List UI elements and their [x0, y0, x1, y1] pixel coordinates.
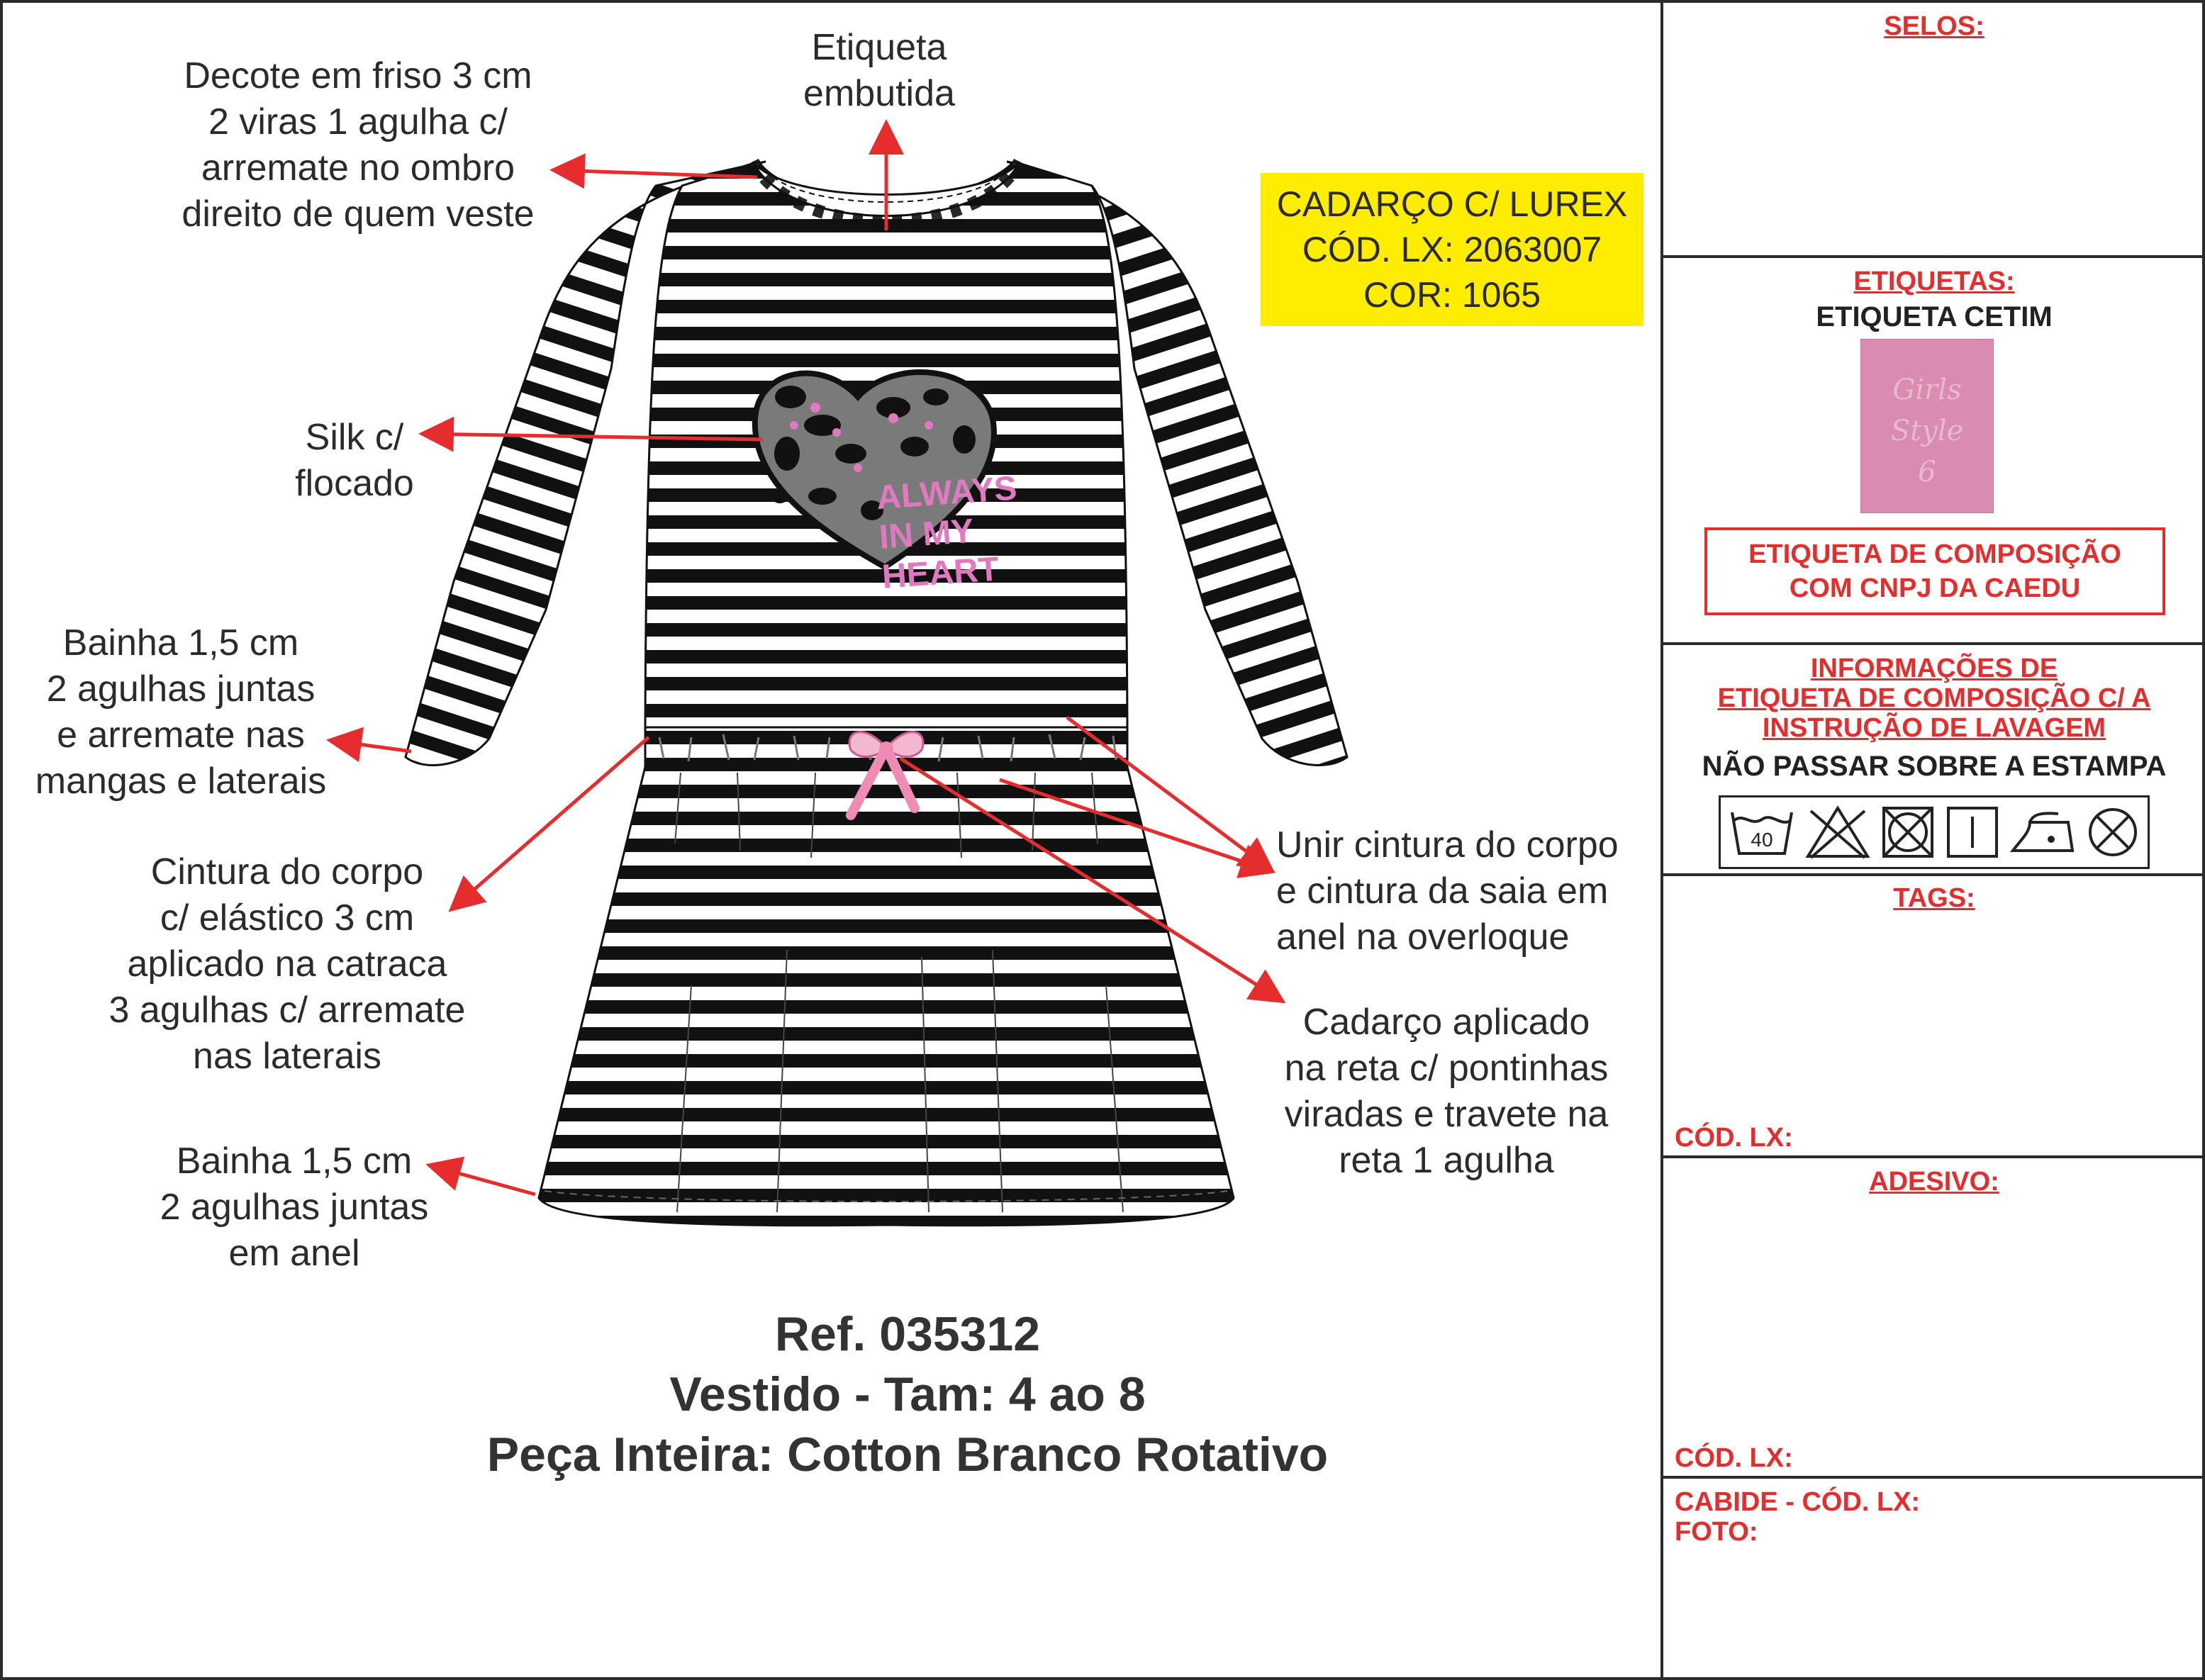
product-fabric: Peça Inteira: Cotton Branco Rotativo	[486, 1428, 1329, 1482]
note-line: 2 agulhas juntas	[46, 668, 316, 710]
panel-cabide	[1663, 1479, 2205, 1680]
panel-adesivo	[1663, 1158, 2205, 1479]
adesivo-title: ADESIVO:	[1869, 1167, 1999, 1197]
satin-label-line: 6	[1918, 456, 1936, 488]
adesivo-cod-lx: CÓD. LX:	[1675, 1443, 1793, 1473]
note-line: Unir cintura do corpo	[1276, 824, 1619, 866]
lurex-line: CÓD. LX: 2063007	[1302, 230, 1602, 269]
satin-label-line: Girls	[1892, 374, 1962, 406]
annotation-join-waist	[1276, 822, 1659, 961]
note-line: Silk c/	[305, 417, 404, 458]
note-line: arremate no ombro	[201, 147, 515, 189]
annotation-bottom-hem	[135, 1138, 454, 1277]
annotation-neckline	[149, 53, 567, 237]
note-line: Bainha 1,5 cm	[62, 622, 299, 663]
no-dry-clean-icon	[2084, 804, 2141, 861]
note-line: e arremate nas	[57, 715, 305, 756]
nao-passar-warning: NÃO PASSAR SOBRE A ESTAMPA	[1702, 751, 2167, 782]
satin-label-image	[1860, 339, 1994, 513]
annotation-label	[773, 25, 986, 117]
no-tumble-dry-icon	[1880, 804, 1936, 861]
composition-line: ETIQUETA DE COMPOSIÇÃO	[1748, 539, 2121, 569]
note-line: flocado	[295, 463, 414, 504]
skirt	[539, 767, 1234, 1226]
note-line: aplicado na catraca	[127, 943, 447, 985]
panel-selos	[1663, 0, 2205, 258]
etiquetas-title: ETIQUETAS:	[1853, 267, 2015, 296]
no-bleach-icon	[1804, 804, 1872, 861]
note-line: Cadarço aplicado	[1302, 1002, 1590, 1043]
note-line: e cintura da saia em	[1276, 870, 1609, 912]
care-info-title: INSTRUÇÃO DE LAVAGEM	[1762, 713, 2106, 743]
heart-text-line: ALWAYS	[875, 469, 1018, 517]
cabide-cod-lx: CABIDE - CÓD. LX:	[1675, 1487, 1921, 1517]
note-line: Cintura do corpo	[150, 851, 424, 892]
note-line: viradas e travete na	[1284, 1094, 1609, 1135]
note-line: mangas e laterais	[35, 761, 327, 802]
note-line: na reta c/ pontinhas	[1284, 1048, 1609, 1089]
foto-label: FOTO:	[1675, 1517, 1758, 1547]
note-line: em anel	[228, 1233, 360, 1274]
lurex-callout	[1261, 173, 1643, 326]
note-line: 3 agulhas c/ arremate	[108, 990, 466, 1031]
wash-40-icon	[1728, 804, 1796, 861]
annotation-sleeve-hem	[14, 620, 347, 805]
annotation-print	[269, 415, 440, 507]
note-line: nas laterais	[193, 1036, 381, 1077]
note-line: 2 agulhas juntas	[160, 1187, 429, 1228]
selos-title: SELOS:	[1884, 11, 1984, 41]
care-info-title: ETIQUETA DE COMPOSIÇÃO C/ A	[1717, 683, 2151, 713]
annotation-drawstring	[1255, 999, 1638, 1184]
note-line: anel na overloque	[1276, 917, 1570, 958]
note-line: reta 1 agulha	[1339, 1140, 1554, 1181]
iron-low-icon	[2009, 804, 2077, 861]
lurex-line: CADARÇO C/ LUREX	[1276, 184, 1628, 224]
heart-text-line: HEART	[881, 550, 1000, 596]
note-line: Etiqueta	[811, 27, 947, 68]
note-line: direito de quem veste	[182, 194, 535, 235]
wash-temp: 40	[1750, 829, 1773, 851]
composition-label-box	[1704, 527, 2165, 615]
satin-label-line: Style	[1890, 415, 1964, 447]
product-ref: Ref. 035312	[774, 1307, 1041, 1361]
tags-title: TAGS:	[1893, 883, 1975, 913]
note-line: Decote em friso 3 cm	[184, 55, 532, 96]
note-line: 2 viras 1 agulha c/	[208, 101, 508, 142]
product-name: Vestido - Tam: 4 ao 8	[669, 1367, 1146, 1421]
note-line: Bainha 1,5 cm	[176, 1141, 413, 1182]
panel-tags	[1663, 876, 2205, 1158]
note-line: embutida	[803, 73, 955, 114]
care-info-title: INFORMAÇÕES DE	[1810, 654, 2058, 683]
etiqueta-cetim-label: ETIQUETA CETIM	[1816, 301, 2053, 332]
lurex-line: COR: 1065	[1363, 275, 1541, 315]
care-symbols-row	[1719, 795, 2150, 869]
heart-print-text	[875, 469, 1025, 598]
annotation-waist-elastic	[78, 849, 496, 1080]
note-line: c/ elástico 3 cm	[160, 897, 415, 939]
composition-line: COM CNPJ DA CAEDU	[1789, 573, 2081, 603]
hang-dry-icon	[1944, 804, 2001, 861]
heart-text-line: IN MY	[878, 512, 976, 556]
tags-cod-lx: CÓD. LX:	[1675, 1123, 1793, 1153]
